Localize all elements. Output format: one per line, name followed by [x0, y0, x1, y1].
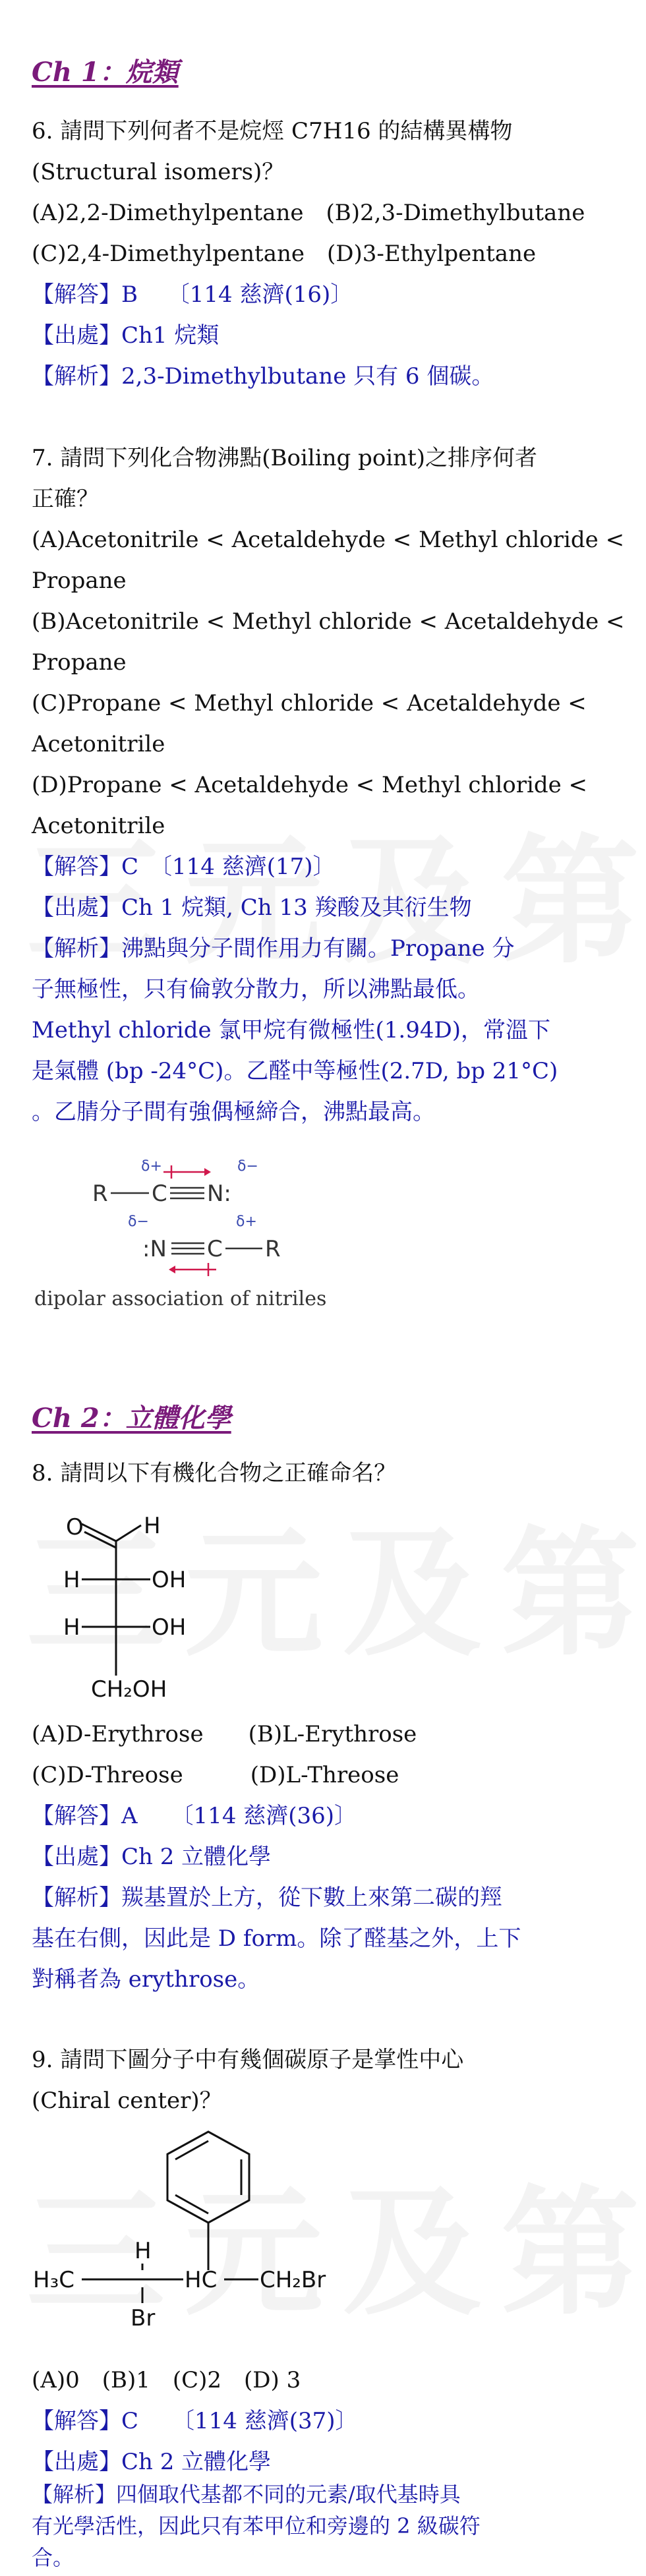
question-stem: 正確？ — [32, 486, 99, 512]
atom-label: H — [144, 1513, 161, 1539]
atom-label: Br — [131, 2305, 156, 2331]
source: 【出處】Ch 2 立體化學 — [32, 1844, 272, 1870]
partial-charge: δ− — [237, 1158, 258, 1175]
atom-label: N: — [207, 1181, 231, 1207]
chapter-title: Ch 2：立體化學 — [32, 1403, 231, 1434]
atom-label: CH₂OH — [91, 1676, 167, 1703]
question-9-explanation — [32, 2478, 625, 2573]
partial-charge: δ+ — [141, 1158, 162, 1175]
option-b: Propane — [32, 649, 127, 676]
options: (C)2,4-Dimethylpentane (D)3-Ethylpentane — [32, 241, 537, 267]
atom-label: R — [92, 1181, 108, 1207]
question-stem: (Structural isomers)？ — [32, 159, 285, 185]
partial-charge: δ+ — [236, 1214, 257, 1230]
question-8 — [32, 1453, 625, 1494]
atom-label: H₃C — [33, 2267, 74, 2293]
answer: 【解答】B 〔114 慈濟(16)〕 — [32, 281, 353, 308]
atom-label: R — [265, 1236, 281, 1262]
explanation: 子無極性，只有倫敦分散力，所以沸點最低。 — [32, 976, 480, 1003]
explanation: 【解析】四個取代基都不同的元素/取代基時具 — [32, 2482, 461, 2507]
explanation: 有光學活性，因此只有苯甲位和旁邊的 2 級碳符 — [32, 2513, 481, 2538]
option-a: (A)Acetonitrile < Acetaldehyde < Methyl chloride < — [32, 527, 625, 553]
question-stem: 6. 請問下列何者不是烷烴 C7H16 的結構異構物 — [32, 118, 513, 144]
option-d: Acetonitrile — [32, 813, 165, 839]
explanation: 【解析】2,3-Dimethylbutane 只有 6 個碳。 — [32, 363, 494, 390]
option-b: (B)Acetonitrile < Methyl chloride < Acetaldehyde < — [32, 608, 625, 635]
atom-label: OH — [152, 1614, 187, 1641]
explanation: 。乙腈分子間有強偶極締合，沸點最高。 — [32, 1099, 435, 1125]
question-stem: 9. 請問下圖分子中有幾個碳原子是掌性中心 — [32, 2047, 464, 2073]
atom-label: O — [66, 1514, 84, 1540]
atom-label: C — [152, 1181, 167, 1207]
options: (A)2,2-Dimethylpentane (B)2,3-Dimethylbutane — [32, 200, 585, 226]
options: (A)0 (B)1 (C)2 (D) 3 — [32, 2367, 301, 2393]
answer: 【解答】C 〔114 慈濟(17)〕 — [32, 854, 336, 880]
figure-caption: dipolar association of nitriles — [34, 1287, 327, 1310]
explanation: 【解析】沸點與分子間作用力有關。Propane 分 — [32, 935, 515, 962]
options: (A)D-Erythrose (B)L-Erythrose — [32, 1721, 417, 1747]
question-stem: 7. 請問下列化合物沸點(Boiling point)之排序何者 — [32, 445, 537, 471]
question-6 — [32, 111, 625, 397]
explanation: 合。 — [32, 2545, 74, 2570]
explanation: 【解析】羰基置於上方，從下數上來第二碳的羥 — [32, 1885, 502, 1911]
partial-charge: δ− — [128, 1214, 149, 1230]
option-d: (D)Propane < Acetaldehyde < Methyl chloride < — [32, 772, 588, 798]
answer: 【解答】A 〔114 慈濟(36)〕 — [32, 1803, 357, 1829]
source: 【出處】Ch 2 立體化學 — [32, 2449, 272, 2475]
explanation: 是氣體 (bp -24°C)。乙醛中等極性(2.7D, bp 21°C) — [32, 1058, 558, 1084]
options: (C)D-Threose (D)L-Threose — [32, 1762, 399, 1788]
atom-label: H — [63, 1614, 80, 1641]
atom-label: C — [207, 1236, 223, 1262]
question-9 — [32, 2039, 625, 2121]
atom-label: HC — [185, 2267, 218, 2293]
question-9-body — [32, 2360, 625, 2482]
explanation: 基在右側，因此是 D form。除了醛基之外，上下 — [32, 1925, 521, 1952]
source: 【出處】Ch 1 烷類, Ch 13 羧酸及其衍生物 — [32, 894, 472, 921]
atom-label: H — [63, 1567, 80, 1593]
option-c: (C)Propane < Methyl chloride < Acetaldehyde < — [32, 690, 587, 717]
source: 【出處】Ch1 烷類 — [32, 322, 220, 349]
question-7 — [32, 438, 625, 1132]
atom-label: H — [134, 2238, 152, 2264]
fischer-projection — [45, 1500, 256, 1705]
atom-label: OH — [152, 1567, 187, 1593]
option-c: Acetonitrile — [32, 731, 165, 757]
chiral-molecule-figure — [32, 2124, 374, 2341]
atom-label: CH₂Br — [260, 2267, 326, 2293]
option-a: Propane — [32, 568, 127, 594]
question-8-body — [32, 1714, 625, 2000]
question-stem: (Chiral center)？ — [32, 2088, 222, 2114]
chapter-title: Ch 1：烷類 — [32, 57, 179, 88]
answer: 【解答】C 〔114 慈濟(37)〕 — [32, 2408, 358, 2434]
question-stem: 8. 請問以下有機化合物之正確命名？ — [32, 1460, 397, 1486]
atom-label: :N — [142, 1236, 167, 1262]
explanation: 對稱者為 erythrose。 — [32, 1966, 260, 1993]
nitrile-dipole-figure — [32, 1147, 401, 1318]
explanation: Methyl chloride 氯甲烷有微極性(1.94D)，常溫下 — [32, 1017, 550, 1043]
